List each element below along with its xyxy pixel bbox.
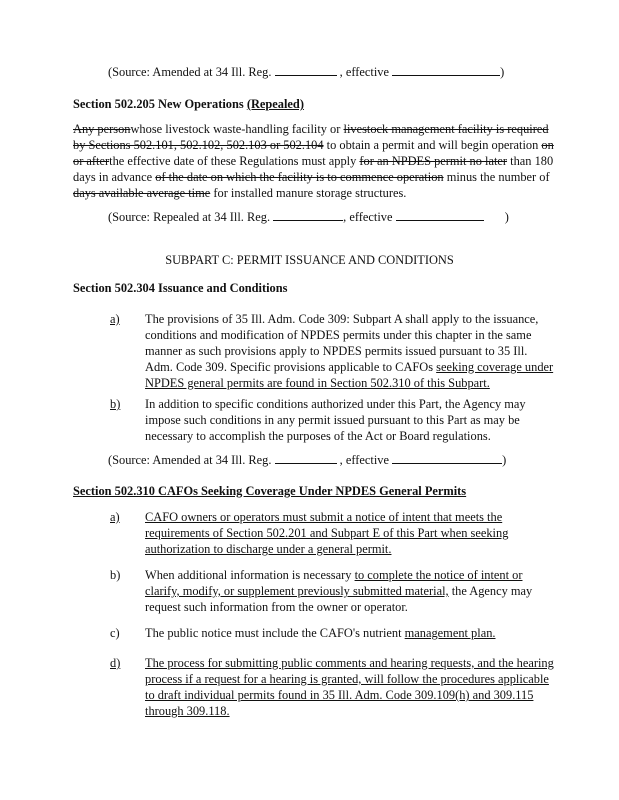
body-line: The process for submitting public comments and hearing requests, and the hearing [145, 656, 554, 670]
body-text: to obtain a permit and will begin operation [326, 138, 539, 152]
item-label-a: a) [110, 510, 120, 524]
item-label-b: b) [110, 397, 121, 411]
underlined-text: seeking coverage under [436, 360, 554, 374]
section-304-a-text [145, 311, 554, 391]
body-line: requirements of Section 502.201 and Subpart E of this Part when seeking [145, 526, 509, 540]
subpart-heading: SUBPART C: PERMIT ISSUANCE AND CONDITIONS [165, 253, 454, 267]
source-note-effective: , effective [339, 453, 389, 467]
section-310-a-text [145, 509, 545, 557]
body-line: conditions and modification of NPDES permits under this chapter in the same [145, 328, 532, 342]
body-line: Adm. Code 309. Specific provisions applicable to CAFOs [145, 360, 434, 374]
blank-line [275, 64, 337, 76]
section-310-b-text [145, 567, 545, 615]
item-label-d: d) [110, 656, 121, 670]
underlined-text: to complete the notice of intent or [354, 568, 523, 582]
item-label-a: a) [110, 312, 120, 326]
source-note-close: ) [502, 453, 507, 467]
section-205-heading [73, 96, 304, 112]
body-text: for installed manure storage structures. [213, 186, 407, 200]
struck-text: days available average time [73, 186, 211, 200]
struck-text: Any person [73, 122, 131, 136]
body-line: necessary to accomplish the purposes of the Act or Board regulations. [145, 429, 491, 443]
struck-text: on [541, 138, 554, 152]
blank-line [392, 452, 502, 464]
source-note-effective: , effective [343, 210, 393, 224]
section-304-b-text [145, 396, 545, 444]
source-note-close: ) [500, 65, 505, 79]
body-text: When additional information is necessary [145, 568, 352, 582]
body-text: than 180 [510, 154, 554, 168]
section-205-body [73, 121, 553, 201]
section-310-c-text [145, 625, 545, 641]
body-text: minus the number of [446, 170, 550, 184]
struck-text: livestock management facility is required [343, 122, 549, 136]
source-note-text: (Source: Amended at 34 Ill. Reg. [108, 65, 272, 79]
source-note-2 [108, 209, 509, 225]
body-text: days in advance [73, 170, 153, 184]
underlined-text: management plan. [404, 626, 496, 640]
section-310-heading: Section 502.310 CAFOs Seeking Coverage Under NPDES General Permits [73, 484, 467, 498]
body-line: impose such conditions in any permit issued pursuant to this Part as may be [145, 413, 520, 427]
struck-text: or after [73, 154, 110, 168]
source-note-close: ) [504, 210, 509, 224]
body-line: process if a request for a hearing is granted, will follow the procedures applicable [145, 672, 549, 686]
item-label-b: b) [110, 568, 121, 582]
section-205-title: Section 502.205 New Operations [73, 97, 244, 111]
blank-line [396, 209, 484, 221]
struck-text: of the date on which the facility is to commence operation [155, 170, 444, 184]
body-text: the Agency may [451, 584, 533, 598]
body-line: through 309.118. [145, 704, 230, 718]
body-line: manner as such provisions apply to NPDES permits issued pursuant to 35 Ill. [145, 344, 528, 358]
body-text: the effective date of these Regulations must apply [109, 154, 357, 168]
source-note-effective: , effective [339, 65, 389, 79]
struck-text: by Sections 502.101, 502.102, 502.103 or 502.104 [73, 138, 324, 152]
blank-line [392, 64, 500, 76]
source-note-text: (Source: Repealed at 34 Ill. Reg. [108, 210, 271, 224]
body-text: The public notice must include the CAFO's nutrient [145, 626, 402, 640]
source-note-text: (Source: Amended at 34 Ill. Reg. [108, 453, 272, 467]
underlined-text: NPDES general permits are found in Section 502.310 of this Subpart. [145, 376, 490, 390]
source-note-1 [108, 64, 504, 80]
body-line: authorization to discharge under a general permit. [145, 542, 392, 556]
source-note-3 [108, 452, 506, 468]
body-text: whose livestock waste-handling facility or [130, 122, 341, 136]
struck-text: for an NPDES permit no later [359, 154, 508, 168]
section-304-heading: Section 502.304 Issuance and Conditions [73, 281, 288, 295]
body-line: request such information from the owner or operator. [145, 600, 408, 614]
item-label-c: c) [110, 626, 120, 640]
repealed-marker: (Repealed) [246, 97, 304, 111]
section-310-d-text [145, 655, 554, 719]
body-line: to draft individual permits found in 35 Ill. Adm. Code 309.109(h) and 309.115 [145, 688, 534, 702]
body-line: The provisions of 35 Ill. Adm. Code 309: Subpart A shall apply to the issuance, [145, 312, 539, 326]
body-line: In addition to specific conditions authorized under this Part, the Agency may [145, 397, 526, 411]
underlined-text: clarify, modify, or supplement previously submitted material, [145, 584, 449, 598]
blank-line [273, 209, 343, 221]
blank-line [275, 452, 337, 464]
body-line: CAFO owners or operators must submit a notice of intent that meets the [145, 510, 503, 524]
